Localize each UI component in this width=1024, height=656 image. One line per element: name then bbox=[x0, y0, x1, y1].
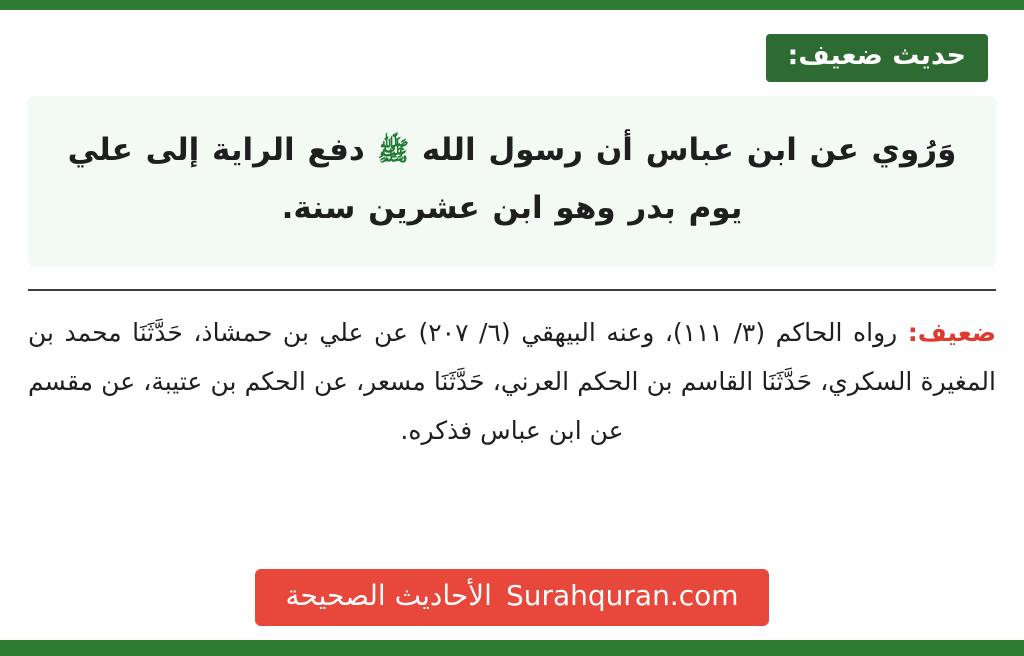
bottom-accent-bar bbox=[0, 640, 1024, 656]
site-name: Surahquran.com bbox=[505, 579, 739, 612]
hadith-text-before: وَرُوي عن ابن عباس أن رسول الله bbox=[421, 132, 957, 169]
hadith-text-box bbox=[28, 96, 996, 267]
footer-label: الأحاديث الصحيحة bbox=[285, 579, 492, 612]
card-content bbox=[0, 10, 1024, 569]
takhreej-paragraph bbox=[28, 309, 996, 455]
footer-row bbox=[0, 569, 1024, 626]
grade-word: ضعيف: bbox=[907, 318, 996, 348]
takhreej-body: رواه الحاكم (٣/ ١١١)، وعنه البيهقي (٦/ ٢٠٧) عن علي بن حمشاذ، حَدَّثَنَا محمد بن المغيرة السكري، حَدَّثَنَا القاسم بن الحكم العرني، حَدَّثَنَا مسعر، عن الحكم بن عتيبة، عن مقسم عن ابن عباس فذكره. bbox=[28, 318, 996, 445]
footer-badge[interactable] bbox=[255, 569, 768, 626]
top-accent-bar bbox=[0, 0, 1024, 10]
grade-tag-row bbox=[28, 34, 996, 82]
hadith-text bbox=[56, 122, 968, 237]
sallallahu-alayhi-wasallam-icon: ﷺ bbox=[377, 137, 410, 168]
hadith-text-after: دفع الراية إلى علي يوم بدر وهو ابن عشرين سنة. bbox=[67, 132, 743, 226]
divider bbox=[28, 289, 996, 291]
status-badge: حديث ضعيف: bbox=[766, 34, 988, 82]
